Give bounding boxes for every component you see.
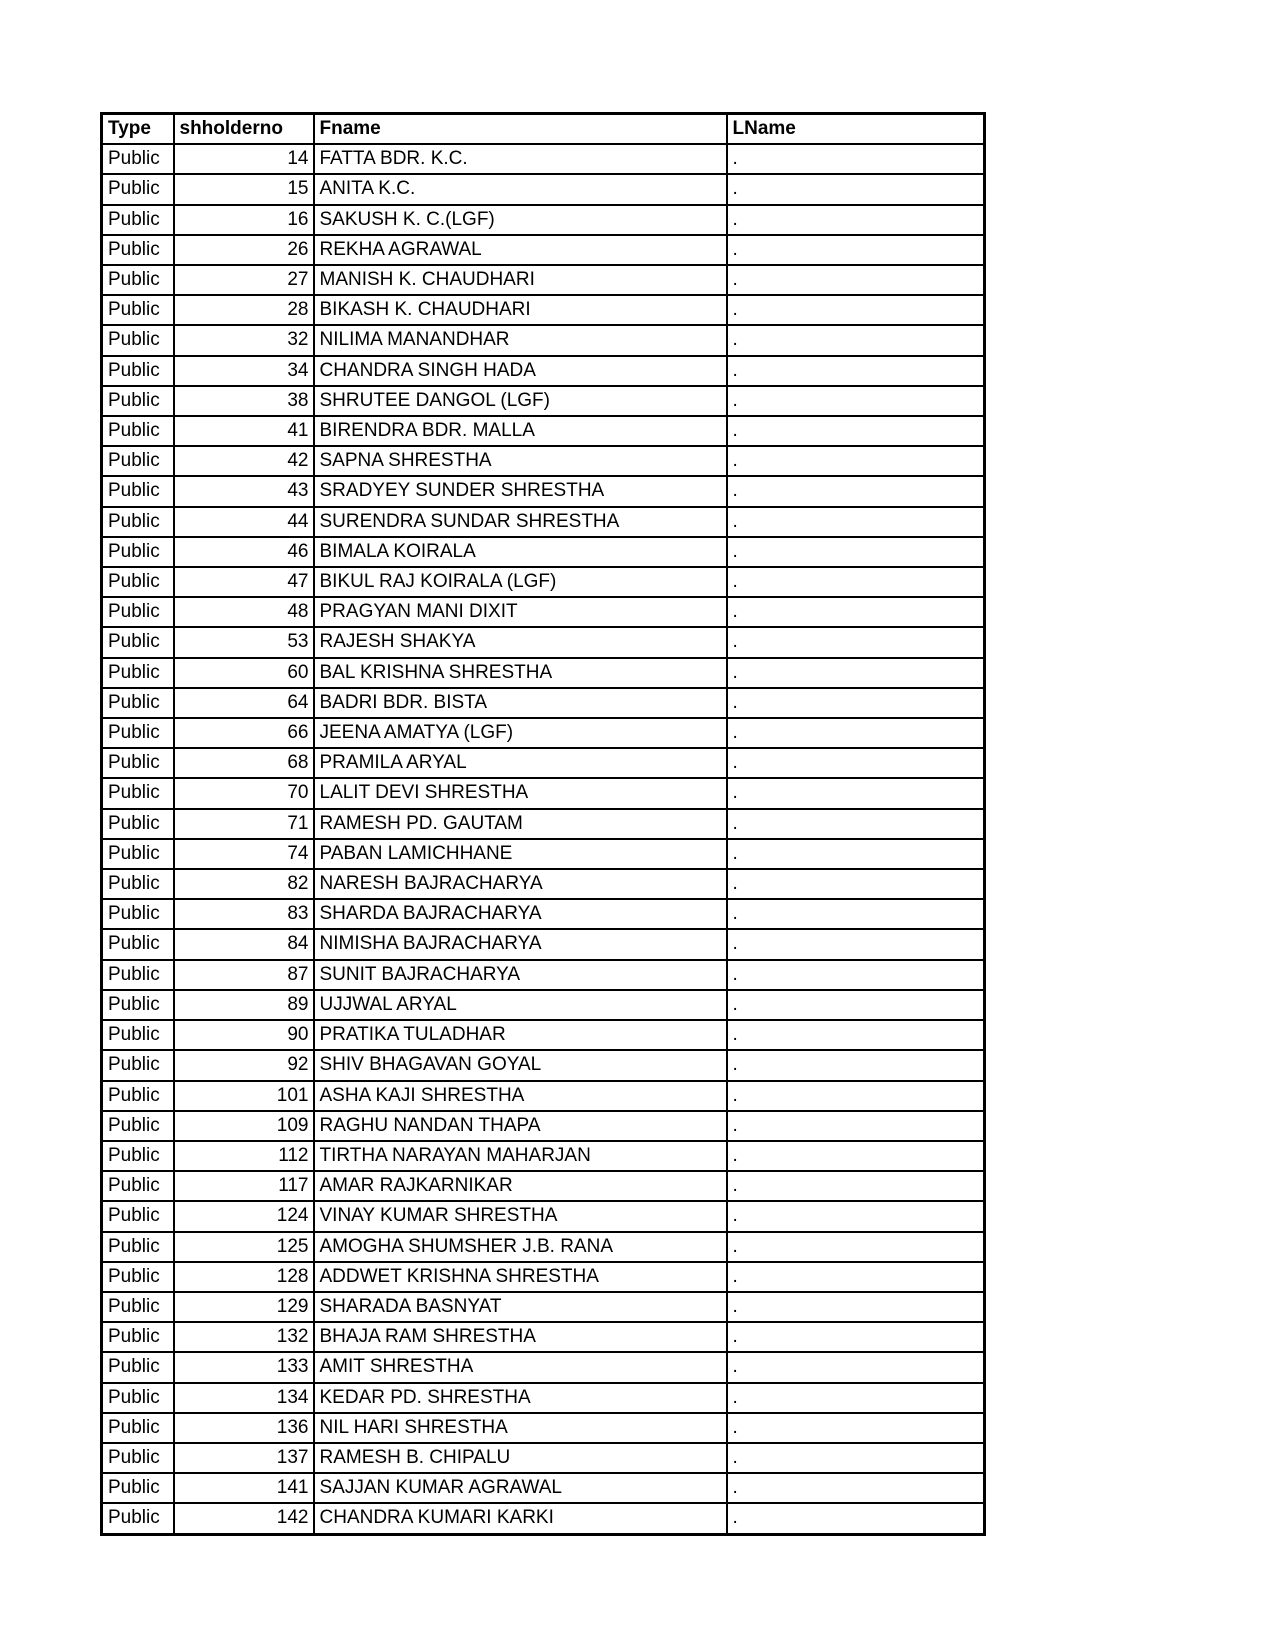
table-row xyxy=(102,960,985,990)
cell-type: Public xyxy=(102,1201,174,1231)
cell-type: Public xyxy=(102,1020,174,1050)
cell-fname: SUNIT BAJRACHARYA xyxy=(314,960,727,990)
table-row xyxy=(102,1081,985,1111)
cell-fname: SHRUTEE DANGOL (LGF) xyxy=(314,386,727,416)
cell-type: Public xyxy=(102,1262,174,1292)
cell-fname: FATTA BDR. K.C. xyxy=(314,144,727,174)
header-cell-lname: LName xyxy=(727,114,985,145)
cell-shholderno: 74 xyxy=(174,839,314,869)
cell-lname: . xyxy=(727,1292,985,1322)
cell-lname: . xyxy=(727,325,985,355)
table-row xyxy=(102,1141,985,1171)
cell-shholderno: 26 xyxy=(174,235,314,265)
cell-shholderno: 87 xyxy=(174,960,314,990)
table-row xyxy=(102,869,985,899)
table-row xyxy=(102,1232,985,1262)
cell-shholderno: 44 xyxy=(174,507,314,537)
cell-shholderno: 82 xyxy=(174,869,314,899)
cell-lname: . xyxy=(727,1413,985,1443)
cell-shholderno: 84 xyxy=(174,929,314,959)
table-row xyxy=(102,1292,985,1322)
cell-lname: . xyxy=(727,839,985,869)
header-cell-shholderno: shholderno xyxy=(174,114,314,145)
cell-shholderno: 124 xyxy=(174,1201,314,1231)
table-row xyxy=(102,325,985,355)
cell-lname: . xyxy=(727,1352,985,1382)
cell-fname: RAJESH SHAKYA xyxy=(314,627,727,657)
table-row xyxy=(102,476,985,506)
cell-shholderno: 109 xyxy=(174,1111,314,1141)
table-row xyxy=(102,567,985,597)
cell-fname: SHARDA BAJRACHARYA xyxy=(314,899,727,929)
cell-type: Public xyxy=(102,658,174,688)
cell-lname: . xyxy=(727,1503,985,1534)
cell-shholderno: 32 xyxy=(174,325,314,355)
cell-fname: SAJJAN KUMAR AGRAWAL xyxy=(314,1473,727,1503)
cell-lname: . xyxy=(727,356,985,386)
cell-fname: BIKUL RAJ KOIRALA (LGF) xyxy=(314,567,727,597)
cell-lname: . xyxy=(727,1232,985,1262)
cell-shholderno: 132 xyxy=(174,1322,314,1352)
cell-type: Public xyxy=(102,869,174,899)
cell-fname: NIMISHA BAJRACHARYA xyxy=(314,929,727,959)
cell-shholderno: 112 xyxy=(174,1141,314,1171)
cell-lname: . xyxy=(727,416,985,446)
table-row xyxy=(102,174,985,204)
cell-fname: SURENDRA SUNDAR SHRESTHA xyxy=(314,507,727,537)
cell-shholderno: 125 xyxy=(174,1232,314,1262)
cell-fname: NIL HARI SHRESTHA xyxy=(314,1413,727,1443)
cell-lname: . xyxy=(727,1262,985,1292)
cell-shholderno: 133 xyxy=(174,1352,314,1382)
cell-shholderno: 46 xyxy=(174,537,314,567)
cell-fname: LALIT DEVI SHRESTHA xyxy=(314,778,727,808)
cell-shholderno: 136 xyxy=(174,1413,314,1443)
cell-shholderno: 142 xyxy=(174,1503,314,1534)
cell-lname: . xyxy=(727,205,985,235)
cell-shholderno: 89 xyxy=(174,990,314,1020)
cell-fname: AMIT SHRESTHA xyxy=(314,1352,727,1382)
cell-fname: SHARADA BASNYAT xyxy=(314,1292,727,1322)
table-row xyxy=(102,990,985,1020)
cell-lname: . xyxy=(727,1201,985,1231)
cell-lname: . xyxy=(727,174,985,204)
cell-type: Public xyxy=(102,1111,174,1141)
table-row xyxy=(102,748,985,778)
cell-lname: . xyxy=(727,1141,985,1171)
cell-lname: . xyxy=(727,869,985,899)
table-row xyxy=(102,1020,985,1050)
cell-lname: . xyxy=(727,265,985,295)
cell-type: Public xyxy=(102,597,174,627)
cell-shholderno: 83 xyxy=(174,899,314,929)
cell-lname: . xyxy=(727,627,985,657)
cell-fname: KEDAR PD. SHRESTHA xyxy=(314,1383,727,1413)
cell-lname: . xyxy=(727,718,985,748)
header-cell-fname: Fname xyxy=(314,114,727,145)
cell-type: Public xyxy=(102,537,174,567)
cell-type: Public xyxy=(102,205,174,235)
header-row xyxy=(102,114,985,145)
cell-shholderno: 53 xyxy=(174,627,314,657)
cell-type: Public xyxy=(102,567,174,597)
table-row xyxy=(102,688,985,718)
cell-shholderno: 66 xyxy=(174,718,314,748)
shareholder-table xyxy=(100,112,986,1536)
cell-type: Public xyxy=(102,929,174,959)
cell-fname: MANISH K. CHAUDHARI xyxy=(314,265,727,295)
cell-fname: RAMESH B. CHIPALU xyxy=(314,1443,727,1473)
table-row xyxy=(102,778,985,808)
cell-fname: PRAGYAN MANI DIXIT xyxy=(314,597,727,627)
cell-fname: ANITA K.C. xyxy=(314,174,727,204)
cell-fname: CHANDRA KUMARI KARKI xyxy=(314,1503,727,1534)
cell-type: Public xyxy=(102,1473,174,1503)
table-row xyxy=(102,507,985,537)
cell-type: Public xyxy=(102,1352,174,1382)
cell-type: Public xyxy=(102,325,174,355)
cell-shholderno: 70 xyxy=(174,778,314,808)
cell-lname: . xyxy=(727,1383,985,1413)
cell-type: Public xyxy=(102,476,174,506)
cell-fname: NILIMA MANANDHAR xyxy=(314,325,727,355)
table-row xyxy=(102,386,985,416)
table-row xyxy=(102,597,985,627)
cell-lname: . xyxy=(727,235,985,265)
cell-type: Public xyxy=(102,174,174,204)
cell-lname: . xyxy=(727,386,985,416)
cell-shholderno: 101 xyxy=(174,1081,314,1111)
cell-lname: . xyxy=(727,446,985,476)
table-row xyxy=(102,1171,985,1201)
table-body xyxy=(102,144,985,1534)
cell-lname: . xyxy=(727,597,985,627)
header-cell-type: Type xyxy=(102,114,174,145)
cell-shholderno: 134 xyxy=(174,1383,314,1413)
cell-fname: TIRTHA NARAYAN MAHARJAN xyxy=(314,1141,727,1171)
cell-shholderno: 71 xyxy=(174,809,314,839)
cell-shholderno: 28 xyxy=(174,295,314,325)
cell-type: Public xyxy=(102,235,174,265)
table-row xyxy=(102,416,985,446)
cell-shholderno: 60 xyxy=(174,658,314,688)
table-row xyxy=(102,1201,985,1231)
cell-fname: VINAY KUMAR SHRESTHA xyxy=(314,1201,727,1231)
cell-fname: RAMESH PD. GAUTAM xyxy=(314,809,727,839)
table-row xyxy=(102,627,985,657)
cell-type: Public xyxy=(102,386,174,416)
cell-fname: SAKUSH K. C.(LGF) xyxy=(314,205,727,235)
cell-type: Public xyxy=(102,1413,174,1443)
cell-lname: . xyxy=(727,1171,985,1201)
cell-fname: BAL KRISHNA SHRESTHA xyxy=(314,658,727,688)
cell-lname: . xyxy=(727,295,985,325)
cell-shholderno: 41 xyxy=(174,416,314,446)
cell-fname: BIRENDRA BDR. MALLA xyxy=(314,416,727,446)
cell-shholderno: 141 xyxy=(174,1473,314,1503)
cell-fname: AMOGHA SHUMSHER J.B. RANA xyxy=(314,1232,727,1262)
cell-fname: SRADYEY SUNDER SHRESTHA xyxy=(314,476,727,506)
cell-lname: . xyxy=(727,688,985,718)
cell-type: Public xyxy=(102,1383,174,1413)
cell-shholderno: 137 xyxy=(174,1443,314,1473)
cell-type: Public xyxy=(102,778,174,808)
cell-lname: . xyxy=(727,990,985,1020)
cell-fname: RAGHU NANDAN THAPA xyxy=(314,1111,727,1141)
cell-type: Public xyxy=(102,416,174,446)
table-row xyxy=(102,839,985,869)
cell-fname: PABAN LAMICHHANE xyxy=(314,839,727,869)
table-row xyxy=(102,265,985,295)
cell-shholderno: 34 xyxy=(174,356,314,386)
cell-fname: ADDWET KRISHNA SHRESTHA xyxy=(314,1262,727,1292)
cell-shholderno: 90 xyxy=(174,1020,314,1050)
cell-shholderno: 38 xyxy=(174,386,314,416)
table-row xyxy=(102,1383,985,1413)
cell-shholderno: 117 xyxy=(174,1171,314,1201)
cell-lname: . xyxy=(727,1050,985,1080)
cell-type: Public xyxy=(102,688,174,718)
cell-lname: . xyxy=(727,1443,985,1473)
table-row xyxy=(102,899,985,929)
table-row xyxy=(102,1413,985,1443)
cell-shholderno: 42 xyxy=(174,446,314,476)
cell-type: Public xyxy=(102,627,174,657)
cell-shholderno: 129 xyxy=(174,1292,314,1322)
cell-shholderno: 128 xyxy=(174,1262,314,1292)
cell-lname: . xyxy=(727,899,985,929)
table-row xyxy=(102,1322,985,1352)
cell-shholderno: 64 xyxy=(174,688,314,718)
cell-type: Public xyxy=(102,446,174,476)
cell-fname: PRATIKA TULADHAR xyxy=(314,1020,727,1050)
cell-lname: . xyxy=(727,1322,985,1352)
cell-fname: SAPNA SHRESTHA xyxy=(314,446,727,476)
cell-lname: . xyxy=(727,809,985,839)
cell-lname: . xyxy=(727,1111,985,1141)
cell-type: Public xyxy=(102,1322,174,1352)
cell-fname: PRAMILA ARYAL xyxy=(314,748,727,778)
cell-fname: BHAJA RAM SHRESTHA xyxy=(314,1322,727,1352)
cell-fname: ASHA KAJI SHRESTHA xyxy=(314,1081,727,1111)
cell-lname: . xyxy=(727,658,985,688)
table-row xyxy=(102,809,985,839)
cell-type: Public xyxy=(102,748,174,778)
cell-lname: . xyxy=(727,567,985,597)
table-row xyxy=(102,929,985,959)
cell-type: Public xyxy=(102,1503,174,1534)
table-row xyxy=(102,718,985,748)
cell-fname: AMAR RAJKARNIKAR xyxy=(314,1171,727,1201)
cell-fname: JEENA AMATYA (LGF) xyxy=(314,718,727,748)
cell-fname: CHANDRA SINGH HADA xyxy=(314,356,727,386)
cell-fname: UJJWAL ARYAL xyxy=(314,990,727,1020)
cell-type: Public xyxy=(102,1443,174,1473)
cell-shholderno: 15 xyxy=(174,174,314,204)
cell-shholderno: 68 xyxy=(174,748,314,778)
cell-type: Public xyxy=(102,356,174,386)
cell-type: Public xyxy=(102,899,174,929)
cell-shholderno: 47 xyxy=(174,567,314,597)
cell-lname: . xyxy=(727,748,985,778)
cell-type: Public xyxy=(102,507,174,537)
table-row xyxy=(102,537,985,567)
cell-lname: . xyxy=(727,778,985,808)
cell-type: Public xyxy=(102,1232,174,1262)
cell-type: Public xyxy=(102,1171,174,1201)
cell-type: Public xyxy=(102,265,174,295)
table-row xyxy=(102,1473,985,1503)
cell-lname: . xyxy=(727,1473,985,1503)
table-row xyxy=(102,446,985,476)
cell-type: Public xyxy=(102,990,174,1020)
cell-type: Public xyxy=(102,960,174,990)
cell-fname: SHIV BHAGAVAN GOYAL xyxy=(314,1050,727,1080)
table-row xyxy=(102,658,985,688)
table-row xyxy=(102,205,985,235)
cell-shholderno: 14 xyxy=(174,144,314,174)
cell-lname: . xyxy=(727,929,985,959)
cell-shholderno: 27 xyxy=(174,265,314,295)
cell-lname: . xyxy=(727,1081,985,1111)
cell-fname: BIKASH K. CHAUDHARI xyxy=(314,295,727,325)
table-row xyxy=(102,295,985,325)
cell-type: Public xyxy=(102,295,174,325)
table-row xyxy=(102,356,985,386)
cell-lname: . xyxy=(727,537,985,567)
table-row xyxy=(102,1443,985,1473)
cell-fname: NARESH BAJRACHARYA xyxy=(314,869,727,899)
cell-shholderno: 43 xyxy=(174,476,314,506)
cell-type: Public xyxy=(102,839,174,869)
cell-type: Public xyxy=(102,1081,174,1111)
cell-lname: . xyxy=(727,507,985,537)
cell-type: Public xyxy=(102,144,174,174)
cell-shholderno: 92 xyxy=(174,1050,314,1080)
table-row xyxy=(102,1111,985,1141)
cell-type: Public xyxy=(102,1050,174,1080)
cell-fname: REKHA AGRAWAL xyxy=(314,235,727,265)
table-row xyxy=(102,1503,985,1534)
table-row xyxy=(102,1262,985,1292)
cell-shholderno: 48 xyxy=(174,597,314,627)
cell-fname: BIMALA KOIRALA xyxy=(314,537,727,567)
cell-shholderno: 16 xyxy=(174,205,314,235)
cell-type: Public xyxy=(102,809,174,839)
table-row xyxy=(102,235,985,265)
table-row xyxy=(102,1352,985,1382)
cell-lname: . xyxy=(727,476,985,506)
cell-type: Public xyxy=(102,718,174,748)
table-row xyxy=(102,144,985,174)
cell-type: Public xyxy=(102,1141,174,1171)
cell-type: Public xyxy=(102,1292,174,1322)
cell-fname: BADRI BDR. BISTA xyxy=(314,688,727,718)
table-row xyxy=(102,1050,985,1080)
cell-lname: . xyxy=(727,144,985,174)
cell-lname: . xyxy=(727,1020,985,1050)
cell-lname: . xyxy=(727,960,985,990)
